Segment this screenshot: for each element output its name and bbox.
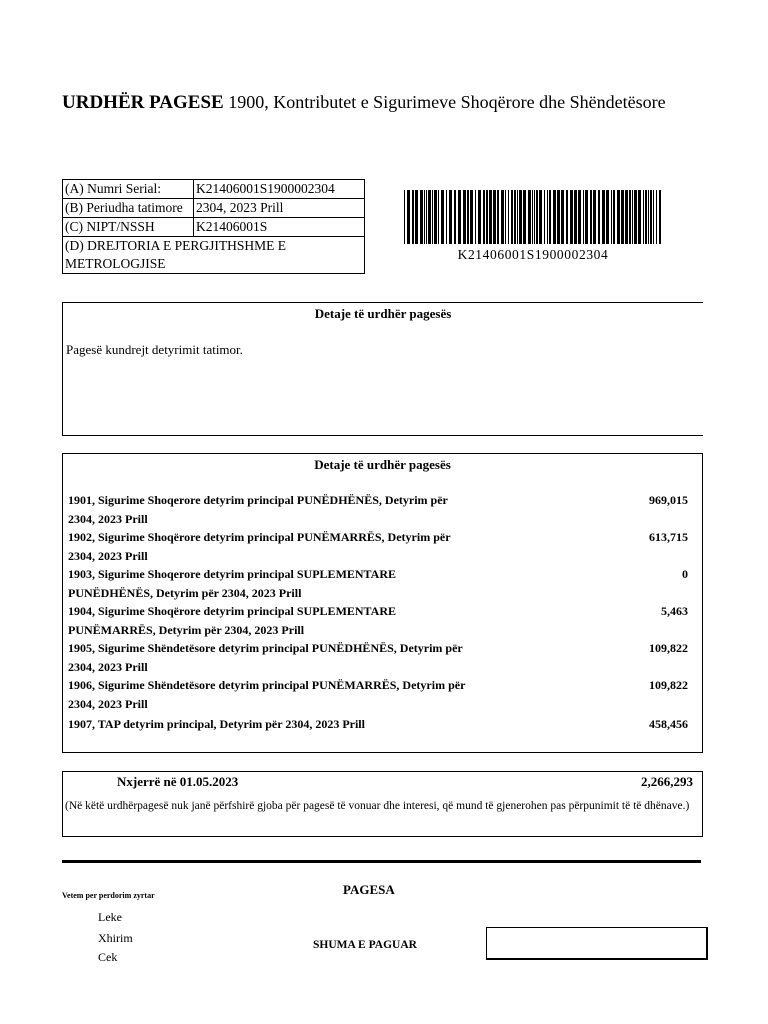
payment-method-transfer: Xhirim — [98, 931, 133, 945]
barcode-bar — [553, 190, 556, 244]
institution-name: (D) DREJTORIA E PERGJITHSHME E METROLOGJISE — [63, 237, 365, 274]
barcode-bar — [547, 190, 548, 244]
barcode-bar — [602, 190, 605, 244]
barcode-bar — [508, 190, 509, 244]
barcode-bar — [438, 190, 439, 244]
barcode-image — [403, 190, 663, 244]
barcode-bar — [528, 190, 531, 244]
barcode-bar — [638, 190, 641, 244]
barcode-bar — [656, 190, 657, 244]
disclaimer-note: (Në këtë urdhërpagesë nuk janë përfshirë gjoba për pagesë të vonuar dhe interesi, që mund të gjenerohen pas përpunimit të të dhënave.) — [65, 800, 690, 812]
barcode-bar — [536, 190, 538, 244]
details-heading: Detaje të urdhër pagesës — [314, 457, 451, 472]
period-label: (B) Periudha tatimore — [63, 199, 194, 218]
barcode-bar — [583, 190, 584, 244]
line-item — [68, 676, 698, 713]
line-item-description: 1902, Sigurime Shoqërore detyrim principal PUNËMARRËS, Detyrim për 2304, 2023 Prill — [68, 530, 451, 563]
line-item-description: 1907, TAP detyrim principal, Detyrim për 2304, 2023 Prill — [68, 717, 365, 731]
barcode-bar — [645, 190, 647, 244]
line-item-description: 1903, Sigurime Shoqerore detyrim principal SUPLEMENTARE PUNËDHËNËS, Detyrim për 2304, 2023 Prill — [68, 567, 397, 600]
barcode-bar — [544, 190, 545, 244]
barcode-bar — [420, 190, 423, 244]
barcode-bar — [561, 190, 564, 244]
line-item — [68, 491, 698, 528]
barcode-bar — [449, 190, 452, 244]
barcode-bar — [629, 190, 631, 244]
barcode-bar — [454, 190, 456, 244]
barcode-bar — [441, 190, 444, 244]
barcode-bar — [407, 190, 410, 244]
barcode-bar — [483, 190, 485, 244]
line-item-amount: 109,822 — [649, 641, 688, 655]
barcode-bar — [593, 190, 596, 244]
barcode-bar — [566, 190, 568, 244]
barcode-bar — [432, 190, 433, 244]
line-item — [68, 715, 698, 734]
barcode-bar — [428, 190, 431, 244]
barcode-bar — [497, 190, 499, 244]
nipt-value: K21406001S — [194, 218, 365, 237]
barcode-bar — [467, 190, 469, 244]
line-item-amount: 613,715 — [649, 530, 688, 544]
info-row-nipt — [63, 218, 365, 237]
separator-line — [62, 860, 701, 863]
line-item-amount: 969,015 — [649, 493, 688, 507]
barcode-bar — [426, 190, 427, 244]
barcode-bar — [634, 190, 637, 244]
barcode-bar — [585, 190, 588, 244]
barcode-bar — [539, 190, 542, 244]
line-item-description: 1901, Sigurime Shoqerore detyrim principal PUNËDHËNËS, Detyrim për 2304, 2023 Prill — [68, 493, 448, 526]
barcode-bar — [574, 190, 577, 244]
barcode-bar — [611, 190, 612, 244]
barcode-bar — [613, 190, 615, 244]
barcode-bar — [534, 190, 535, 244]
serial-value: K21406001S1900002304 — [194, 180, 365, 199]
total-box — [62, 771, 703, 837]
payment-title: PAGESA — [343, 882, 395, 897]
total-amount: 2,266,293 — [641, 774, 693, 789]
barcode-bar — [463, 190, 466, 244]
line-item-description: 1904, Sigurime Shoqërore detyrim principal SUPLEMENTARE PUNËMARRËS, Detyrim për 2304, 2023 Prill — [68, 604, 397, 637]
barcode-bar — [486, 190, 488, 244]
barcode-bar — [659, 190, 661, 244]
info-row-period — [63, 199, 365, 218]
barcode-bar — [557, 190, 560, 244]
barcode-bar — [412, 190, 414, 244]
barcode-bar — [424, 190, 425, 244]
barcode-bar — [606, 190, 609, 244]
line-item — [68, 528, 698, 565]
line-item-description: 1906, Sigurime Shëndetësore detyrim principal PUNËMARRËS, Detyrim për 2304, 2023 Prill — [68, 678, 466, 711]
title-bold: URDHËR PAGESE — [62, 92, 224, 113]
details-heading: Detaje të urdhër pagesës — [314, 306, 452, 321]
line-item — [68, 565, 698, 602]
info-table — [62, 179, 365, 274]
barcode-bar — [519, 190, 522, 244]
info-row-serial — [63, 180, 365, 199]
payment-method-check: Cek — [98, 950, 118, 964]
issued-date: Nxjerrë në 01.05.2023 — [117, 774, 239, 789]
official-use-label: Vetem per perdorim zyrtar — [62, 891, 155, 900]
details-box-items — [62, 453, 703, 753]
page-title — [62, 90, 702, 115]
line-item-amount: 5,463 — [661, 604, 688, 618]
line-item — [68, 602, 698, 639]
period-value: 2304, 2023 Prill — [194, 199, 365, 218]
barcode-bar — [511, 190, 513, 244]
barcode-bar — [415, 190, 418, 244]
line-item-amount: 458,456 — [649, 717, 688, 731]
line-item-amount: 0 — [682, 567, 688, 581]
barcode-bar — [489, 190, 492, 244]
barcode-bar — [570, 190, 573, 244]
barcode-bar — [650, 190, 652, 244]
barcode-bar — [458, 190, 461, 244]
barcode-bar — [653, 190, 654, 244]
line-item-amount: 109,822 — [649, 678, 688, 692]
barcode-bar — [501, 190, 504, 244]
barcode-bar — [514, 190, 516, 244]
barcode-bar — [478, 190, 481, 244]
barcode-bar — [523, 190, 526, 244]
barcode-bar — [404, 190, 405, 244]
barcode-bar — [532, 190, 533, 244]
barcode-bar — [590, 190, 592, 244]
barcode-bar — [475, 190, 476, 244]
barcode-bar — [470, 190, 473, 244]
barcode-bar — [517, 190, 518, 244]
amount-paid-label: SHUMA E PAGUAR — [313, 939, 417, 951]
barcode-number: K21406001S1900002304 — [457, 247, 609, 262]
details-box-description — [62, 302, 703, 436]
barcode-bar — [549, 190, 551, 244]
amount-paid-field[interactable] — [486, 927, 708, 960]
barcode-bar — [643, 190, 644, 244]
barcode-bar — [493, 190, 496, 244]
payment-method-cash: Leke — [98, 910, 122, 924]
barcode-bar — [625, 190, 628, 244]
line-item-description: 1905, Sigurime Shëndetësore detyrim principal PUNËDHËNËS, Detyrim për 2304, 2023 Prill — [68, 641, 463, 674]
barcode-bar — [617, 190, 620, 244]
barcode-bar — [434, 190, 437, 244]
barcode-bar — [578, 190, 581, 244]
barcode-bar — [505, 190, 506, 244]
barcode-bar — [598, 190, 600, 244]
title-rest: 1900, Kontributet e Sigurimeve Shoqërore dhe Shëndetësore — [223, 92, 666, 112]
barcode-bar — [648, 190, 649, 244]
line-item — [68, 639, 698, 676]
info-row-institution — [63, 237, 365, 274]
barcode-bar — [632, 190, 633, 244]
barcode-bar — [621, 190, 624, 244]
nipt-label: (C) NIPT/NSSH — [63, 218, 194, 237]
details-description: Pagesë kundrejt detyrimit tatimor. — [66, 342, 243, 357]
serial-label: (A) Numri Serial: — [63, 180, 194, 199]
barcode-bar — [446, 190, 447, 244]
